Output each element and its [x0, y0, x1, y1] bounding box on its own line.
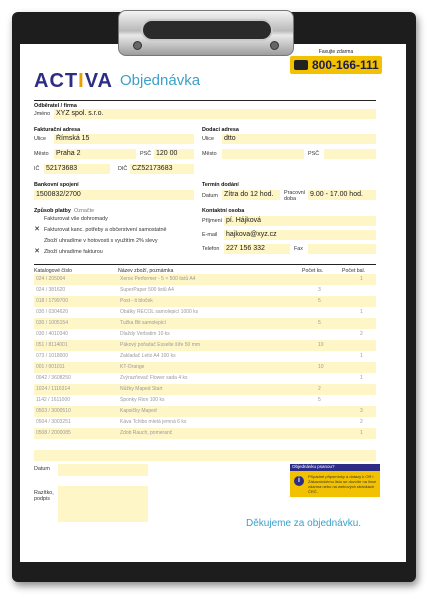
contact-section-label: Kontaktní osoba: [202, 208, 245, 214]
billing-city-label: Město: [34, 151, 49, 157]
phone-number: 800-166-111: [312, 58, 379, 72]
date-field[interactable]: [58, 464, 148, 476]
cell-name: Post - it bloček: [120, 298, 153, 304]
payment-option-3: Zboží uhradíme v hotovosti s využitím 2% slevy: [44, 238, 158, 244]
cell-code: 0508 / 2000085: [36, 430, 71, 436]
term-section-label: Termín dodání: [202, 182, 239, 188]
dic-label: DIČ: [118, 166, 128, 172]
cell-code: 030 / 0304620: [36, 309, 68, 315]
delivery-section-label: Dodací adresa: [202, 127, 239, 133]
cell-packs: 1: [360, 430, 363, 436]
form-title: Objednávka: [120, 72, 201, 89]
col-header-name: Název zboží, poznámka: [118, 268, 174, 274]
table-row[interactable]: [34, 307, 376, 318]
term-hours-label: Pracovní doba: [284, 190, 306, 202]
cell-code: 024 / 205004: [36, 276, 66, 282]
delivery-city-label: Město: [202, 151, 217, 157]
table-row[interactable]: [34, 373, 376, 384]
billing-zip-label: PSČ: [140, 151, 152, 157]
delivery-city-field[interactable]: [222, 149, 304, 159]
cell-name: Kapsičky Maped: [120, 408, 157, 414]
customer-name-field[interactable]: XYZ spol. s.r.o.: [54, 109, 376, 119]
cell-code: 0504 / 3003251: [36, 419, 71, 425]
cell-code: 001 / 001011: [36, 364, 65, 370]
ic-label: IČ: [34, 166, 40, 172]
cell-name: Zakladač Leitz A4 100 ks: [120, 353, 176, 359]
cell-packs: 1: [360, 276, 363, 282]
activa-logo: ACTIVA: [34, 70, 113, 92]
cell-code: 1142 / 1611000: [36, 397, 71, 403]
phone-banner: [290, 56, 382, 74]
cell-name: Zvýrazňovač Flower sada 4 ks: [120, 375, 188, 381]
cell-code: 1024 / 1116314: [36, 386, 71, 392]
cell-packs: 2: [360, 419, 363, 425]
order-form-sheet: [20, 44, 406, 562]
contact-fax-label: Fax: [294, 246, 303, 252]
header-rule: [34, 100, 376, 101]
clip-rivet-left: [133, 41, 142, 50]
cell-pcs: 10: [318, 342, 324, 348]
ic-field[interactable]: 52173683: [44, 164, 110, 174]
contact-surname-field[interactable]: pí. Hájková: [224, 216, 376, 226]
payment-checkbox-1[interactable]: [34, 216, 40, 222]
clip-slot: [141, 19, 273, 41]
cell-name: Sponky Rion 100 ks: [120, 397, 165, 403]
payment-note: Označte: [74, 208, 95, 214]
payment-section-label: Způsob platby: [34, 208, 71, 214]
table-row[interactable]: [34, 384, 376, 395]
cell-code: 030 / 1005154: [36, 320, 68, 326]
term-date-label: Datum: [202, 193, 218, 199]
cell-code: 0042 / 3608250: [36, 375, 71, 381]
billing-street-label: Ulice: [34, 136, 46, 142]
cell-pcs: 5: [318, 397, 321, 403]
cell-name: Tužka Bit samolepicí: [120, 320, 166, 326]
table-row[interactable]: [34, 439, 376, 450]
cell-pcs: 5: [318, 320, 321, 326]
table-row[interactable]: [34, 274, 376, 285]
cell-name: Nůžky Maped Start: [120, 386, 163, 392]
signature-field[interactable]: [58, 486, 148, 522]
clipboard-clip: [118, 10, 294, 56]
info-text: Případné připomínky a dotazy k OR i Zákaznickému listu se dozvíte na lince zdarma nebo na webových stránkách ČRČ.: [308, 474, 377, 494]
col-header-pcs: Počet ks.: [302, 268, 324, 274]
cell-code: 018 / 1799700: [36, 298, 68, 304]
items-rule: [34, 264, 376, 265]
cell-code: 0503 / 3000510: [36, 408, 71, 414]
cell-name: Pákový pořadač Esselte šíře 50 mm: [120, 342, 201, 348]
cell-name: SuperPaper 500 listů A4: [120, 287, 174, 293]
payment-checkbox-3[interactable]: [34, 238, 40, 244]
dic-field[interactable]: CZ52173683: [130, 164, 194, 174]
table-row[interactable]: [34, 417, 376, 428]
contact-fax-field[interactable]: [308, 244, 376, 254]
payment-option-2: Fakturovat kanc. potřeby a občerstvení samostatně: [44, 227, 167, 233]
billing-street-field[interactable]: Římská 15: [54, 134, 194, 144]
term-hours-field[interactable]: 9.00 - 17.00 hod.: [308, 190, 376, 200]
cell-packs: 1: [360, 353, 363, 359]
payment-option-1: Fakturovat vše dohromady: [44, 216, 108, 222]
table-row[interactable]: [34, 406, 376, 417]
cell-packs: 2: [360, 331, 363, 337]
table-row[interactable]: [34, 395, 376, 406]
customer-section-label: Odběratel / firma: [34, 103, 77, 109]
contact-email-label: E-mail: [202, 232, 218, 238]
table-row[interactable]: [34, 329, 376, 340]
cell-pcs: 2: [318, 386, 321, 392]
thanks-message: Děkujeme za objednávku.: [246, 518, 362, 529]
billing-city-field[interactable]: Praha 2: [54, 149, 136, 159]
cell-packs: 3: [360, 408, 363, 414]
name-label: Jméno: [34, 111, 51, 117]
table-row[interactable]: [34, 428, 376, 439]
cell-name: Xerox Performer - 5 × 500 listů A4: [120, 276, 196, 282]
cell-name: Káva Tchibo mletá jemná 6 ks: [120, 419, 187, 425]
col-header-packs: Počet bal.: [342, 268, 366, 274]
cell-code: 024 / 381620: [36, 287, 66, 293]
cell-pcs: 10: [318, 364, 324, 370]
cell-code: 051 / 8114001: [36, 342, 68, 348]
cell-code: 030 / 4010340: [36, 331, 68, 337]
phone-caption: Faxujte zdarma: [318, 49, 354, 55]
delivery-zip-field[interactable]: [324, 149, 376, 159]
billing-section-label: Fakturační adresa: [34, 127, 81, 133]
clip-rivet-right: [270, 41, 279, 50]
signature-label: Razítko, podpis: [34, 490, 54, 502]
table-row[interactable]: [34, 340, 376, 351]
col-header-code: Katalogové číslo: [34, 268, 73, 274]
table-row[interactable]: [34, 296, 376, 307]
cell-name: Zdob Rauch, pomeranč: [120, 430, 173, 436]
table-row[interactable]: [34, 285, 376, 296]
table-row[interactable]: [34, 351, 376, 362]
payment-checkbox-4[interactable]: ✕: [34, 248, 40, 255]
delivery-zip-label: PSČ: [308, 151, 320, 157]
table-row[interactable]: [34, 318, 376, 329]
cell-code: 073 / 1018000: [36, 353, 68, 359]
info-heading: Objednávku psanou?: [292, 464, 335, 469]
table-row[interactable]: [34, 450, 376, 461]
payment-checkbox-2[interactable]: ✕: [34, 226, 40, 233]
bank-section-label: Bankovní spojení: [34, 182, 79, 188]
cell-name: KT-Orange: [120, 364, 145, 370]
date-label: Datum: [34, 466, 50, 472]
contact-phone-field[interactable]: 227 156 332: [224, 244, 290, 254]
cell-name: Dlaždy Verbatim 10 ks: [120, 331, 170, 337]
cell-packs: 1: [360, 309, 363, 315]
contact-surname-label: Příjmení: [202, 218, 223, 224]
billing-zip-field[interactable]: 120 00: [154, 149, 194, 159]
cell-packs: 1: [360, 375, 363, 381]
payment-option-4: Zboží uhradíme fakturou: [44, 249, 103, 255]
fax-icon: [294, 60, 308, 70]
term-date-field[interactable]: Zítra do 12 hod.: [222, 190, 280, 200]
delivery-street-field[interactable]: dtto: [222, 134, 376, 144]
cell-name: Obálky RECOL samolepicí 1000 ks: [120, 309, 199, 315]
contact-email-field[interactable]: hajkova@xyz.cz: [224, 230, 376, 240]
cell-pcs: 5: [318, 298, 321, 304]
table-row[interactable]: [34, 362, 376, 373]
info-icon: i: [294, 476, 304, 486]
cell-pcs: 3: [318, 287, 321, 293]
contact-phone-label: Telefon: [202, 246, 220, 252]
delivery-street-label: Ulice: [202, 136, 214, 142]
bank-account-field[interactable]: 1500832/2700: [34, 190, 194, 200]
